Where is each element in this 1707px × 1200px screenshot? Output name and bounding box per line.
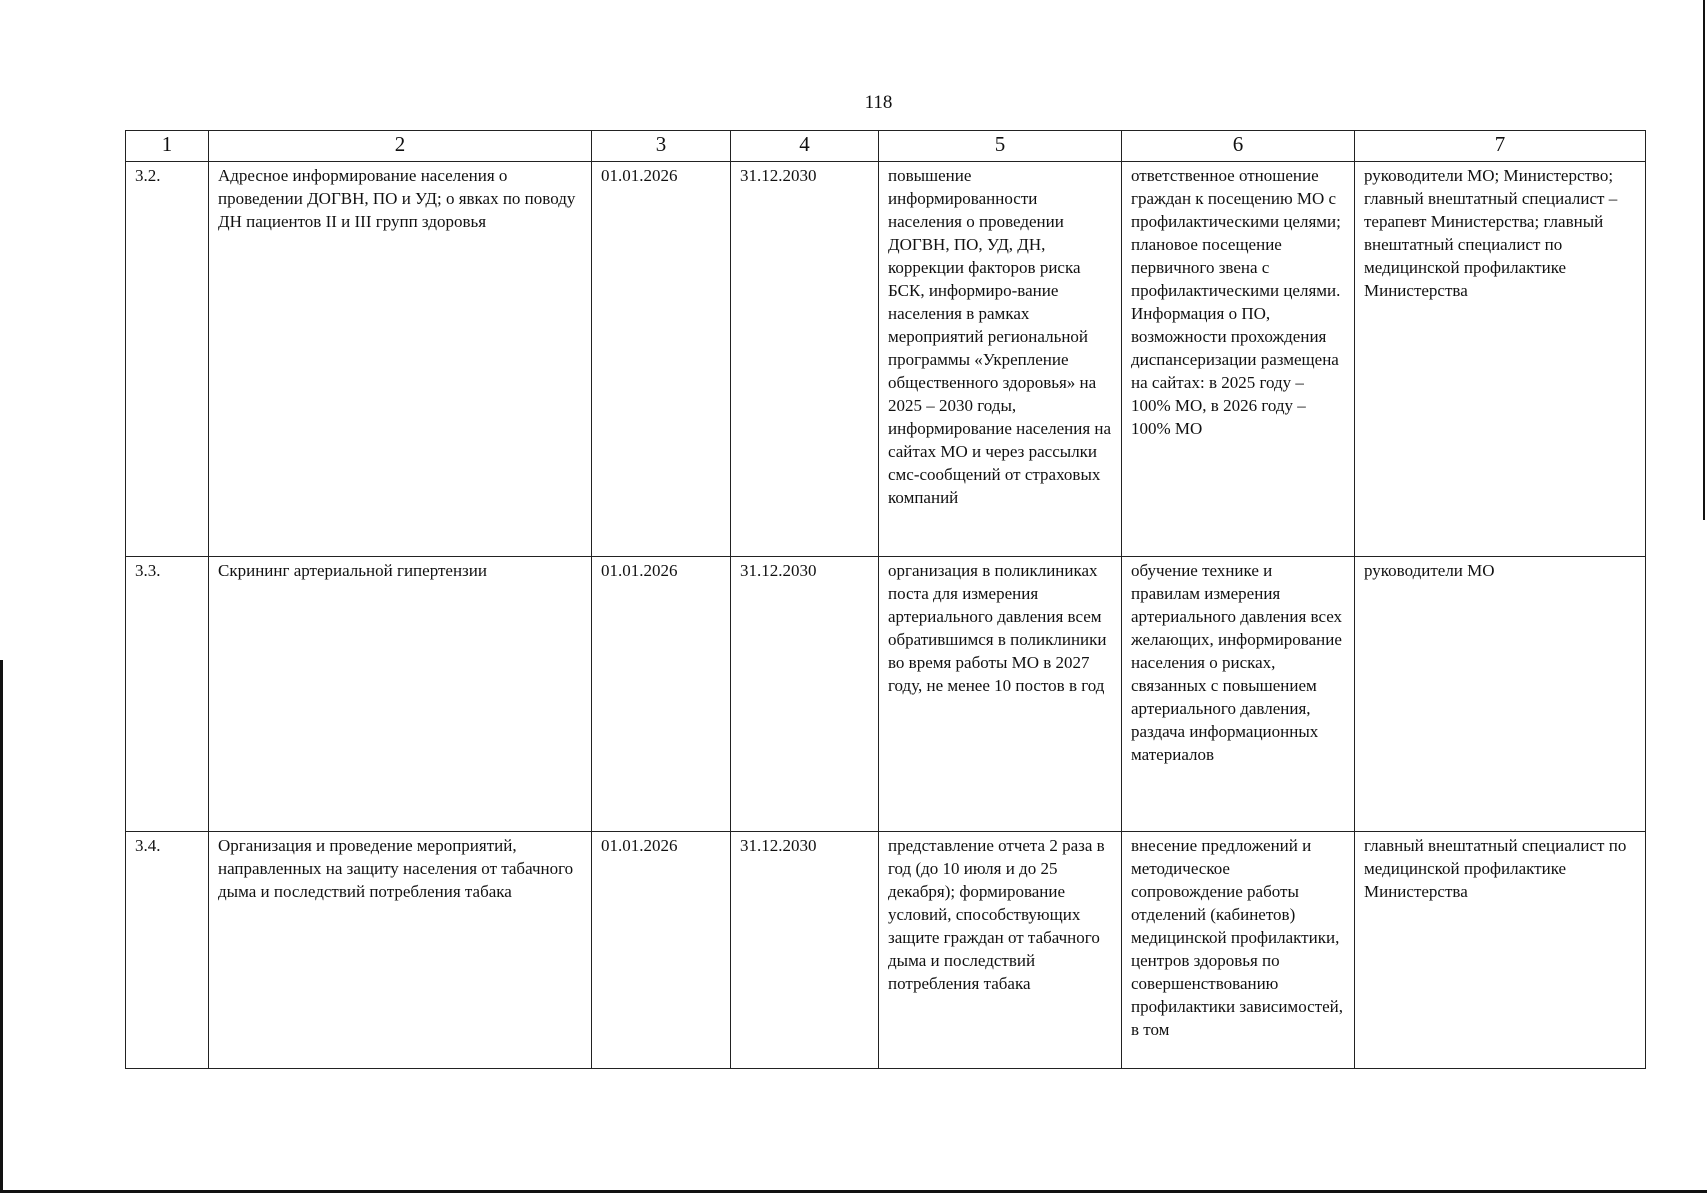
header-row xyxy=(126,131,1646,162)
measure-name: Организация и проведение мероприятий, направленных на защиту населения от табачного дыма и последствий потребления табака xyxy=(209,832,592,1069)
expected-result: представление отчета 2 раза в год (до 10 июля и до 25 декабря); формирование условий, способствующих защите граждан от табачного дыма и последствий потребления табака xyxy=(879,832,1122,1069)
column-header-4: 4 xyxy=(731,131,879,162)
row-number: 3.2. xyxy=(126,162,209,557)
end-date: 31.12.2030 xyxy=(731,162,879,557)
expected-result: организация в поликлиниках поста для измерения артериального давления всем обратившимся в поликлиники во время работы МО в 2027 году, не менее 10 постов в год xyxy=(879,557,1122,832)
scan-edge-bottom xyxy=(0,1190,1707,1193)
column-header-2: 2 xyxy=(209,131,592,162)
responsible: руководители МО; Министерство; главный внештатный специалист – терапевт Министерства; главный внештатный специалист по медицинской профилактике Министерства xyxy=(1355,162,1646,557)
page-number: 118 xyxy=(864,92,893,113)
column-header-3: 3 xyxy=(592,131,731,162)
table-row xyxy=(126,832,1646,1069)
column-header-6: 6 xyxy=(1122,131,1355,162)
start-date: 01.01.2026 xyxy=(592,162,731,557)
expected-result: повышение информированности населения о проведении ДОГВН, ПО, УД, ДН, коррекции факторов риска БСК, информиро-вание населения в рамках мероприятий региональной программы «Укрепление общественного здоровья» на 2025 – 2030 годы, информирование населения на сайтах МО и через рассылки смс-сообщений от страховых компаний xyxy=(879,162,1122,557)
table-row xyxy=(126,162,1646,557)
measure-name: Адресное информирование населения о проведении ДОГВН, ПО и УД; о явках по поводу ДН пациентов II и III групп здоровья xyxy=(209,162,592,557)
end-date: 31.12.2030 xyxy=(731,832,879,1069)
table-row xyxy=(126,557,1646,832)
indicator: внесение предложений и методическое сопровождение работы отделений (кабинетов) медицинской профилактики, центров здоровья по совершенствованию профилактики зависимостей, в том xyxy=(1122,832,1355,1069)
row-number: 3.3. xyxy=(126,557,209,832)
scan-edge-left xyxy=(0,660,3,1190)
measure-name: Скрининг артериальной гипертензии xyxy=(209,557,592,832)
scan-edge-right xyxy=(1703,0,1705,520)
start-date: 01.01.2026 xyxy=(592,832,731,1069)
responsible: руководители МО xyxy=(1355,557,1646,832)
row-number: 3.4. xyxy=(126,832,209,1069)
indicator: ответственное отношение граждан к посещению МО с профилактическими целями; плановое посещение первичного звена с профилактическими целями. Информация о ПО, возможности прохождения диспансеризации размещена на сайтах: в 2025 году – 100% МО, в 2026 году – 100% МО xyxy=(1122,162,1355,557)
responsible: главный внештатный специалист по медицинской профилактике Министерства xyxy=(1355,832,1646,1069)
column-header-1: 1 xyxy=(126,131,209,162)
column-header-7: 7 xyxy=(1355,131,1646,162)
indicator: обучение технике и правилам измерения артериального давления всех желающих, информирование населения о рисках, связанных с повышением артериального давления, раздача информационных материалов xyxy=(1122,557,1355,832)
end-date: 31.12.2030 xyxy=(731,557,879,832)
column-header-5: 5 xyxy=(879,131,1122,162)
measures-table xyxy=(125,130,1646,1069)
start-date: 01.01.2026 xyxy=(592,557,731,832)
